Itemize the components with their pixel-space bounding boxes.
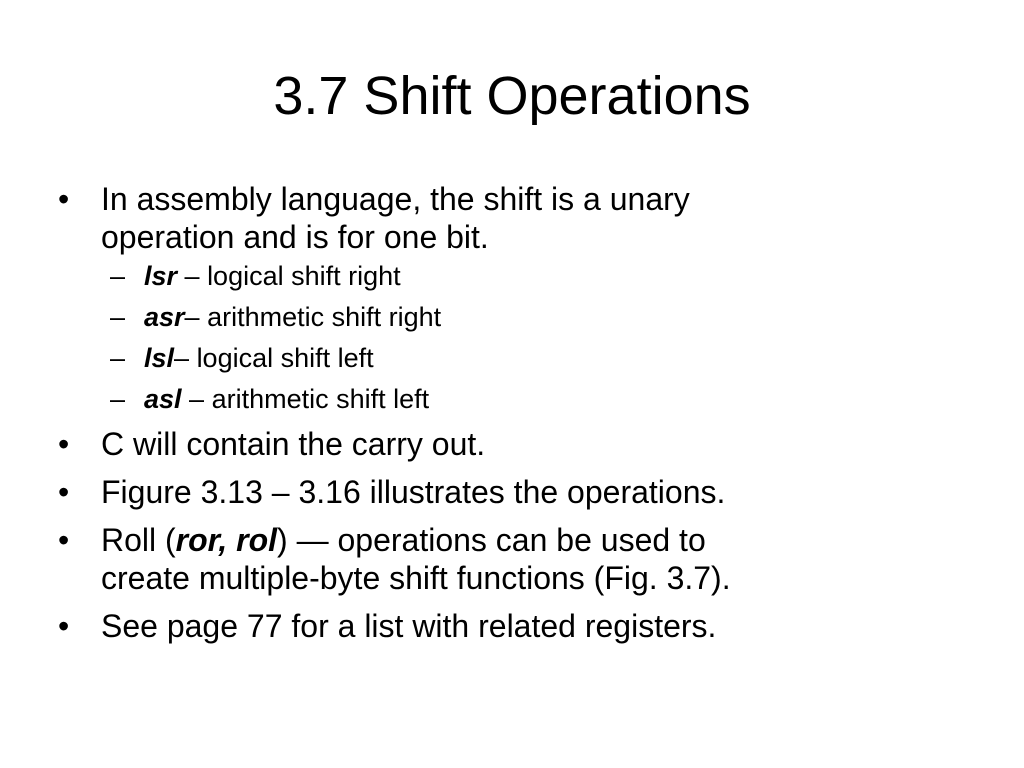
sub-item-lsl bbox=[98, 342, 958, 374]
bullet-text: C will contain the carry out. bbox=[101, 426, 486, 462]
bullet-icon: • bbox=[58, 474, 70, 510]
bullet-icon: • bbox=[58, 426, 70, 462]
slide-title: 3.7 Shift Operations bbox=[273, 66, 751, 126]
dash-icon: – bbox=[110, 302, 126, 332]
op-description: arithmetic shift left bbox=[211, 384, 430, 414]
op-separator: – bbox=[174, 343, 197, 373]
sub-item-asl bbox=[98, 383, 958, 415]
bullet-icon: • bbox=[58, 181, 70, 217]
op-name: lsl bbox=[144, 343, 175, 373]
bullet-text-pre: Roll ( bbox=[101, 522, 176, 558]
op-description: logical shift left bbox=[196, 343, 374, 373]
bullet-text-line2: operation and is for one bit. bbox=[101, 219, 489, 255]
roll-op-names: ror, rol bbox=[175, 522, 278, 558]
op-name: asr bbox=[144, 302, 185, 332]
bullet-text-post: ) — operations can be used to bbox=[277, 522, 706, 558]
bullet-item-figures bbox=[58, 473, 958, 511]
op-separator: – bbox=[181, 384, 212, 414]
bullet-item-assembly-shift bbox=[58, 180, 958, 415]
sub-item-lsr bbox=[98, 260, 958, 292]
bullet-item-roll bbox=[58, 521, 958, 597]
bullet-text-line1: In assembly language, the shift is a unary bbox=[101, 181, 690, 217]
bullet-item-carry bbox=[58, 425, 958, 463]
op-separator: – bbox=[177, 261, 208, 291]
op-name: lsr bbox=[144, 261, 178, 291]
dash-icon: – bbox=[110, 384, 126, 414]
op-description: arithmetic shift right bbox=[207, 302, 442, 332]
bullet-text: Figure 3.13 – 3.16 illustrates the operations. bbox=[101, 474, 726, 510]
dash-icon: – bbox=[110, 261, 126, 291]
bullet-text-line2: create multiple-byte shift functions (Fig. 3.7). bbox=[101, 560, 731, 596]
op-separator: – bbox=[184, 302, 208, 332]
op-description: logical shift right bbox=[207, 261, 401, 291]
bullet-icon: • bbox=[58, 608, 70, 644]
op-name: asl bbox=[144, 384, 182, 414]
sub-bullet-list bbox=[101, 260, 958, 415]
sub-item-asr bbox=[98, 301, 958, 333]
bullet-item-page-ref bbox=[58, 607, 958, 645]
bullet-text: See page 77 for a list with related registers. bbox=[101, 608, 717, 644]
bullet-list bbox=[58, 180, 958, 655]
dash-icon: – bbox=[110, 343, 126, 373]
bullet-icon: • bbox=[58, 522, 70, 558]
